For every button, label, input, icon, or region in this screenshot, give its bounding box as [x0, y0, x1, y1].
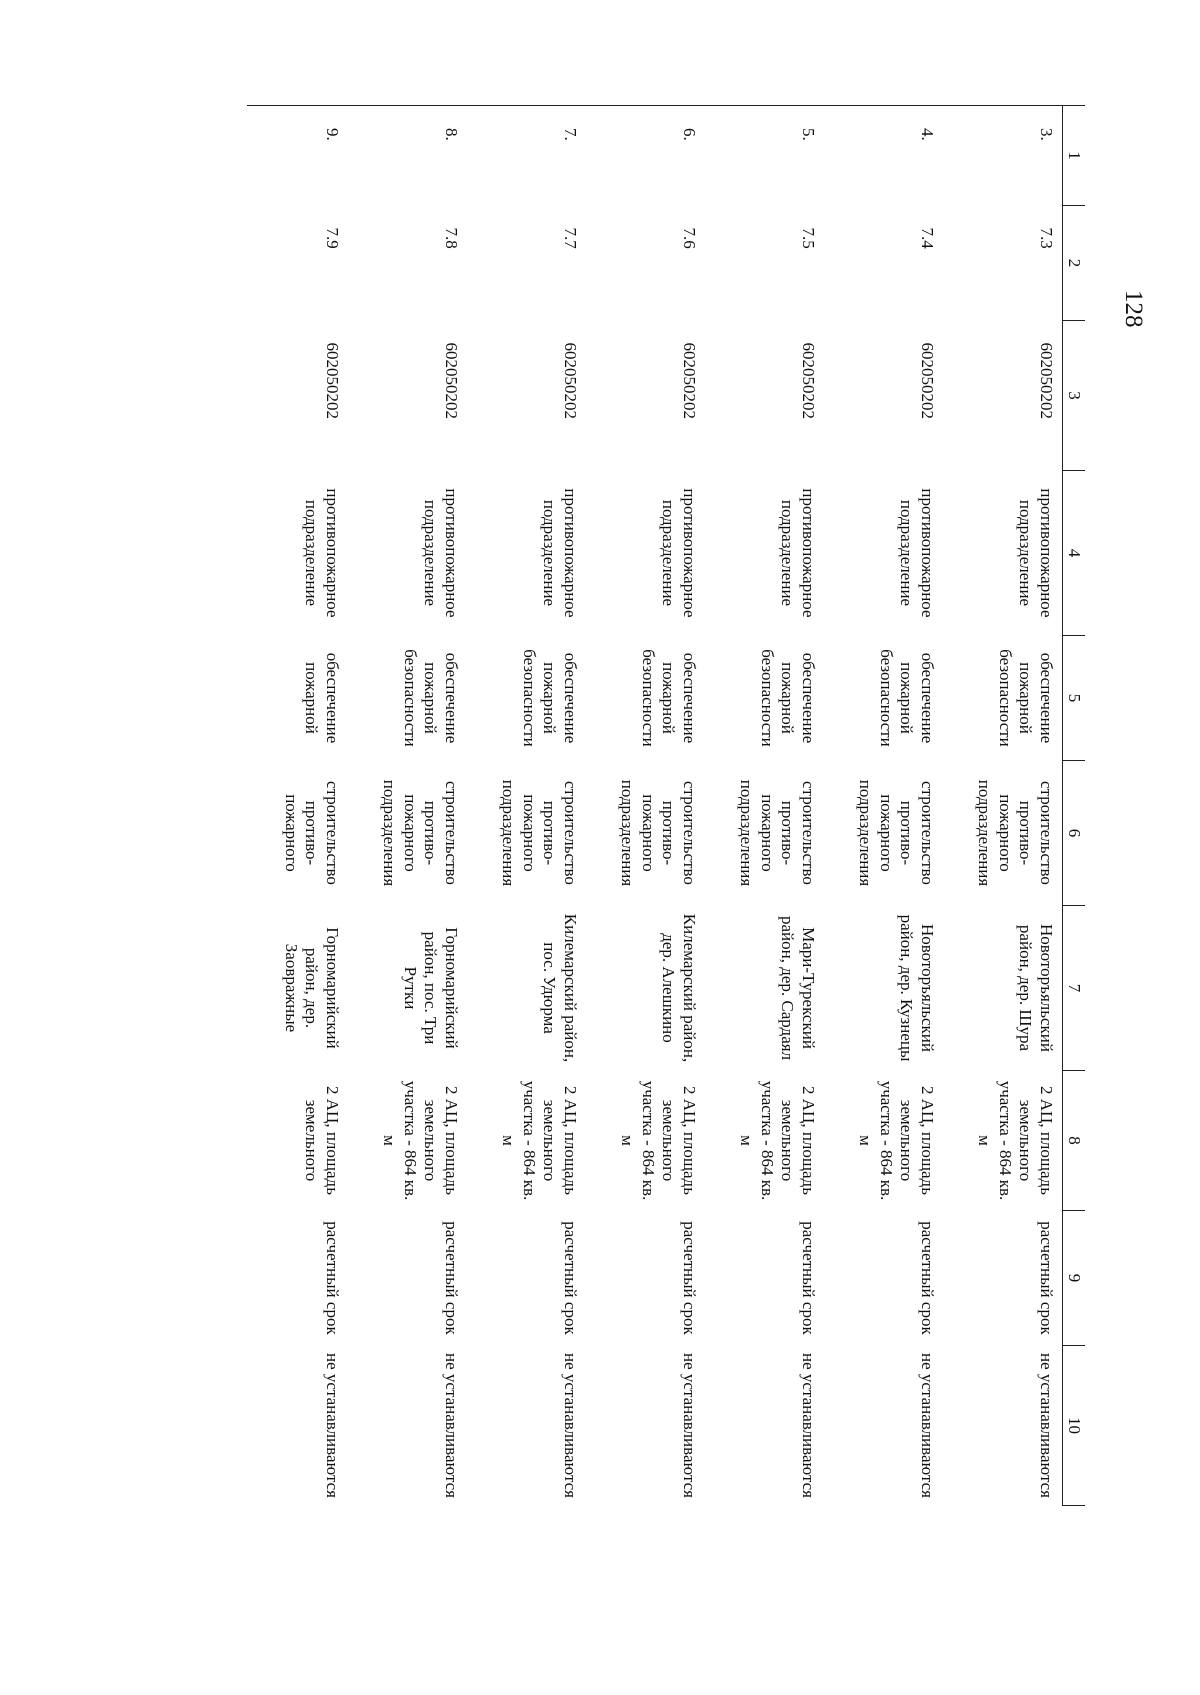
purpose-cell: обеспечение пожарной безопасности: [876, 649, 937, 747]
header-cell: 2: [1063, 206, 1086, 321]
kbk-cell: 602050202: [680, 342, 699, 419]
object-name-cell: противопожарное подразделение: [897, 488, 937, 618]
location-cell: Мари-Турекский район, дер. Сардаял: [778, 915, 818, 1061]
action-cell: строительство противо- пожарного подразделения: [498, 779, 580, 887]
purpose-cell: обеспечение пожарной безопасности: [757, 649, 818, 747]
params-cell: 2 АЦ, площадь земельного участка - 864 кв. м: [379, 1080, 461, 1201]
zones-cell: не устанавливаются: [680, 1353, 699, 1498]
code-cell: 7.5: [799, 227, 818, 249]
term-cell: расчетный срок: [1037, 1221, 1056, 1335]
zones-cell: не устанавливаются: [799, 1353, 818, 1498]
rotated-table-container: [255, 105, 1085, 1505]
header-cell: 4: [1063, 471, 1086, 636]
action-cell: строительство противо- пожарного: [281, 781, 342, 885]
zones-cell: не устанавливаются: [1037, 1353, 1056, 1498]
params-cell: 2 АЦ, площадь земельного участка - 864 кв. м: [855, 1080, 937, 1201]
zones-cell: не устанавливаются: [442, 1353, 461, 1498]
kbk-cell: 602050202: [323, 342, 342, 419]
object-name-cell: противопожарное подразделение: [302, 488, 342, 618]
table-row: [943, 106, 1063, 1506]
row-number-cell: 9.: [247, 106, 348, 206]
location-cell: Килемарский район, дер. Алешкино: [659, 913, 699, 1063]
action-cell: строительство противо- пожарного подразделения: [379, 779, 461, 887]
zones-cell: не устанавливаются: [561, 1353, 580, 1498]
action-cell: строительство противо- пожарного подразделения: [736, 779, 818, 887]
term-cell: расчетный срок: [680, 1221, 699, 1335]
code-cell: 7.4: [918, 227, 937, 249]
object-name-cell: противопожарное подразделение: [1016, 488, 1056, 618]
location-cell: Килемарский район, пос. Удюрма: [540, 913, 580, 1063]
row-number-cell: 8.: [348, 106, 467, 206]
row-number-cell: 3.: [943, 106, 1063, 206]
code-cell: 7.6: [680, 227, 699, 249]
params-cell: 2 АЦ, площадь земельного участка - 864 кв. м: [498, 1080, 580, 1201]
params-cell: 2 АЦ, площадь земельного участка - 864 кв. м: [736, 1080, 818, 1201]
zones-cell: не устанавливаются: [323, 1353, 342, 1498]
header-cell: 10: [1063, 1346, 1086, 1506]
row-number-cell: 5.: [705, 106, 824, 206]
location-cell: Горномарийский район, пос. Три Рутки: [400, 927, 461, 1049]
location-cell: Горномарийский район, дер. Заовражные: [281, 927, 342, 1049]
table-row: [467, 106, 586, 1506]
zones-cell: не устанавливаются: [918, 1353, 937, 1498]
kbk-cell: 602050202: [1037, 342, 1056, 419]
object-name-cell: противопожарное подразделение: [778, 488, 818, 618]
header-row: [1063, 106, 1086, 1506]
object-name-cell: противопожарное подразделение: [421, 488, 461, 618]
params-cell: 2 АЦ, площадь земельного участка - 864 кв. м: [974, 1080, 1056, 1201]
code-cell: 7.9: [323, 227, 342, 249]
row-number-cell: 6.: [586, 106, 705, 206]
location-cell: Новоторъяльский район, дер. Шура: [1016, 923, 1056, 1052]
location-cell: Новоторъяльский район, дер. Кузнецы: [897, 914, 937, 1062]
purpose-cell: обеспечение пожарной безопасности: [400, 649, 461, 747]
table-row: [348, 106, 467, 1506]
header-cell: 5: [1063, 636, 1086, 761]
code-cell: 7.7: [561, 227, 580, 249]
header-cell: 1: [1063, 106, 1086, 206]
object-name-cell: противопожарное подразделение: [540, 488, 580, 618]
object-name-cell: противопожарное подразделение: [659, 488, 699, 618]
header-cell: 9: [1063, 1211, 1086, 1346]
kbk-cell: 602050202: [918, 342, 937, 419]
row-number-cell: 7.: [467, 106, 586, 206]
table-row: [247, 106, 348, 1506]
term-cell: расчетный срок: [799, 1221, 818, 1335]
purpose-cell: обеспечение пожарной: [302, 652, 342, 744]
table-row: [586, 106, 705, 1506]
kbk-cell: 602050202: [799, 342, 818, 419]
row-number-cell: 4.: [824, 106, 943, 206]
kbk-cell: 602050202: [561, 342, 580, 419]
code-cell: 7.8: [442, 227, 461, 249]
purpose-cell: обеспечение пожарной безопасности: [638, 649, 699, 747]
header-cell: 3: [1063, 321, 1086, 471]
action-cell: строительство противо- пожарного подразделения: [974, 779, 1056, 887]
kbk-cell: 602050202: [442, 342, 461, 419]
code-cell: 7.3: [1037, 227, 1056, 249]
table-row: [824, 106, 943, 1506]
term-cell: расчетный срок: [442, 1221, 461, 1335]
header-cell: 7: [1063, 906, 1086, 1071]
header-cell: 8: [1063, 1071, 1086, 1211]
term-cell: расчетный срок: [561, 1221, 580, 1335]
action-cell: строительство противо- пожарного подразделения: [855, 779, 937, 887]
objects-table: [247, 105, 1085, 1506]
term-cell: расчетный срок: [918, 1221, 937, 1335]
params-cell: 2 АЦ, площадь земельного участка - 864 кв. м: [617, 1080, 699, 1201]
table-row: [705, 106, 824, 1506]
header-cell: 6: [1063, 761, 1086, 906]
purpose-cell: обеспечение пожарной безопасности: [519, 649, 580, 747]
page-number: 128: [1120, 290, 1147, 328]
term-cell: расчетный срок: [323, 1221, 342, 1335]
params-cell: 2 АЦ, площадь земельного: [302, 1086, 342, 1195]
purpose-cell: обеспечение пожарной безопасности: [995, 649, 1056, 747]
action-cell: строительство противо- пожарного подразделения: [617, 779, 699, 887]
